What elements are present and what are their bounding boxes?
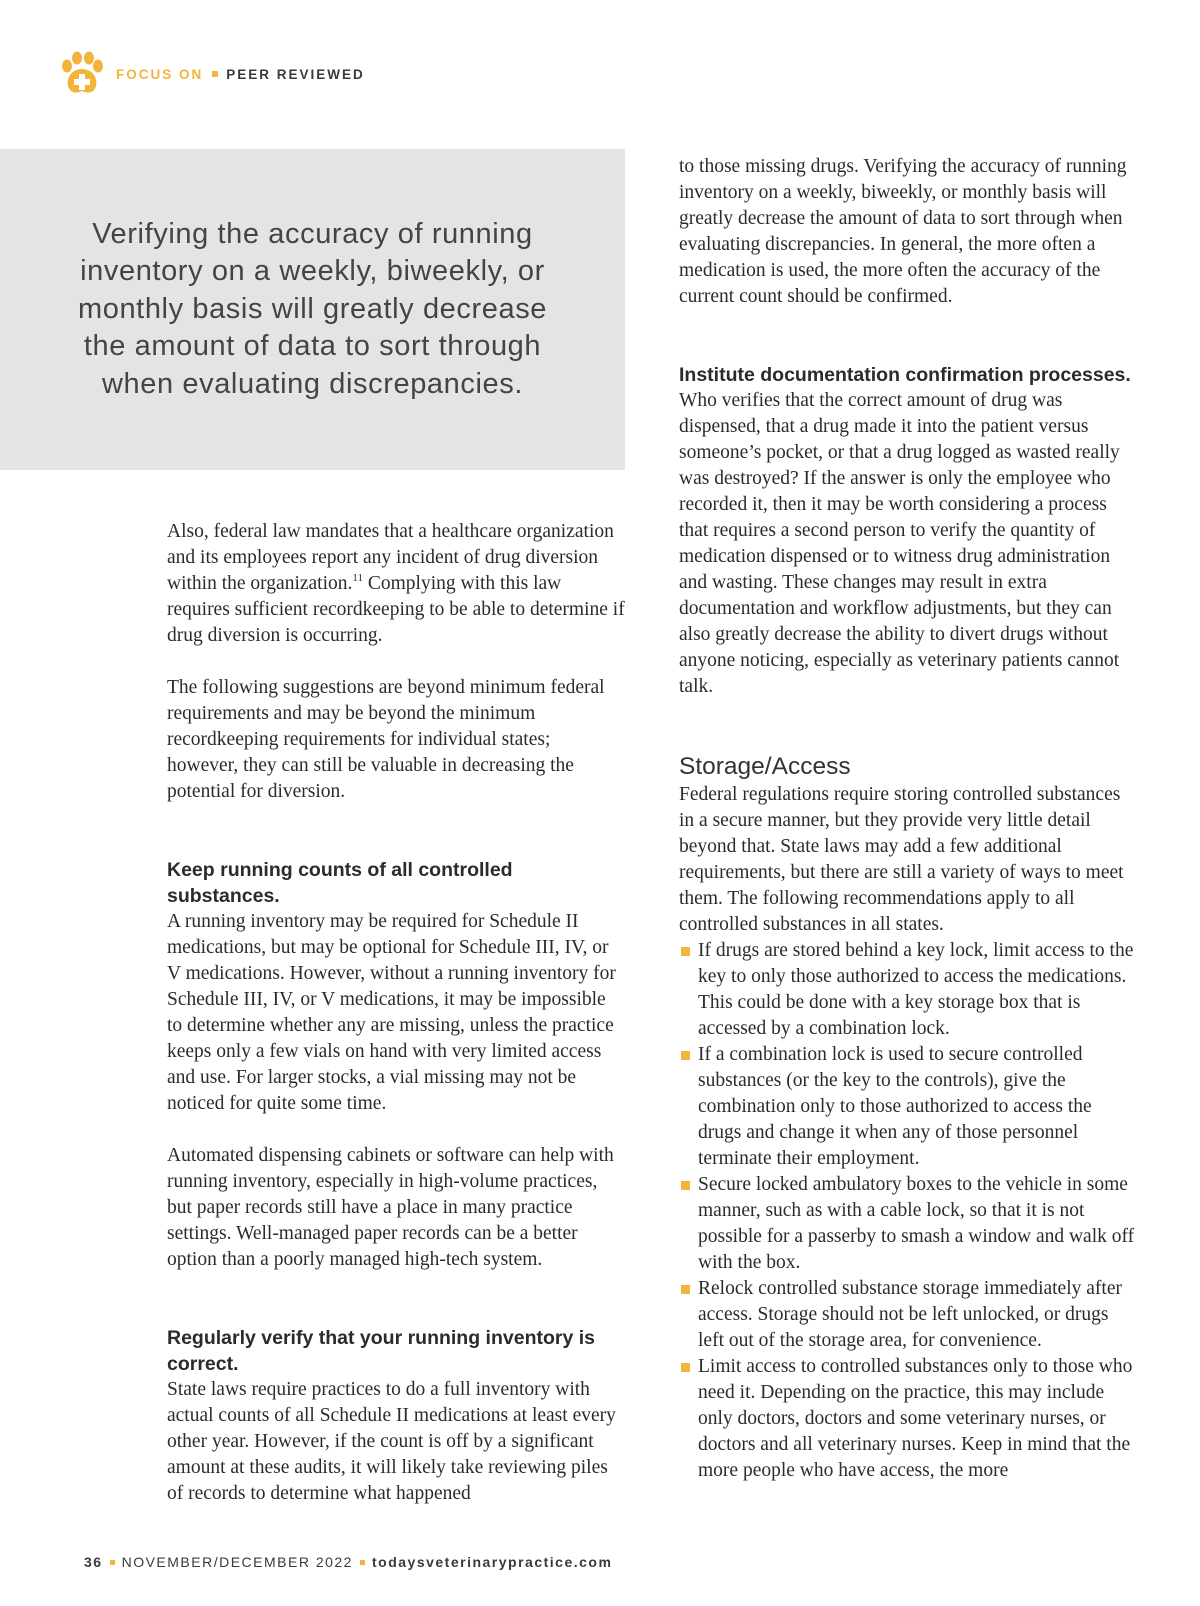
bullet-square-icon	[681, 1181, 690, 1190]
list-item	[679, 1172, 1139, 1276]
reference-number: 11	[352, 572, 363, 584]
body-paragraph: Automated dispensing cabinets or software can help with running inventory, especially in high-volume practices, but paper records still have a place in many practice settings. Well-managed paper records can be a better option than a poorly managed high-tech system.	[167, 1145, 614, 1270]
issue-date: NOVEMBER/DECEMBER 2022	[121, 1554, 353, 1570]
footer-separator	[360, 1560, 365, 1565]
storage-recommendations-list	[679, 938, 1139, 1484]
subheading-documentation: Institute documentation confirmation processes.	[679, 364, 1131, 386]
body-paragraph: A running inventory may be required for Schedule II medications, but may be optional for Schedule III, IV, or V medications. However, without a running inventory for Schedule III, IV, or V medications, it may be impossible to determine whether any are missing, unless the practice keeps only a few vials on hand with very limited access and use. For larger stocks, a vial missing may not be noticed for quite some time.	[167, 911, 616, 1114]
right-column	[679, 154, 1139, 1484]
paragraph-text: Complying with this law requires sufficient recordkeeping to be able to determine if drug diversion is occurring.	[167, 573, 625, 646]
list-item	[679, 1042, 1139, 1172]
body-paragraph: Federal regulations require storing controlled substances in a secure manner, but they provide very little detail beyond that. State laws may add a few additional requirements, but there are still a variety of ways to meet them. The following recommendations apply to all controlled substances in all states.	[679, 784, 1124, 935]
body-paragraph	[167, 519, 625, 649]
list-item	[679, 1276, 1139, 1354]
list-item	[679, 938, 1139, 1042]
bullet-square-icon	[681, 1051, 690, 1060]
kicker-separator	[212, 71, 218, 77]
page-header	[58, 52, 365, 96]
body-paragraph: to those missing drugs. Verifying the accuracy of running inventory on a weekly, biweekly, or monthly basis will greatly decrease the amount of data to sort through when evaluating discrepancies. In general, the more often a medication is used, the more often the accuracy of the current count should be confirmed.	[679, 156, 1127, 307]
section-heading-storage-access: Storage/Access	[679, 753, 851, 780]
subheading-verify-inventory: Regularly verify that your running inventory is correct.	[167, 1327, 596, 1375]
list-item-text: Secure locked ambulatory boxes to the vehicle in some manner, such as with a cable lock, so that it is not possible for a passerby to smash a window and walk off with the box.	[698, 1174, 1135, 1273]
bullet-square-icon	[681, 947, 690, 956]
left-column	[167, 519, 625, 1507]
body-paragraph: Who verifies that the correct amount of drug was dispensed, that a drug made it into the patient versus someone’s pocket, or that a drug logged as wasted really was destroyed? If the answer is only the employee who recorded it, then it may be worth considering a process that requires a second person to verify the quantity of medication dispensed or to witness drug administration and wasting. These changes may result in extra documentation and workflow adjustments, but they can also greatly decrease the ability to divert drugs without anyone noticing, especially as veterinary patients cannot talk.	[679, 390, 1120, 697]
section-kicker	[116, 67, 365, 82]
list-item-text: If a combination lock is used to secure controlled substances (or the key to the controls), give the combination only to those authorized to access the drugs and change it when any of those personnel terminate their employment.	[698, 1044, 1092, 1169]
list-item	[679, 1354, 1139, 1484]
list-item-text: Relock controlled substance storage immediately after access. Storage should not be left unlocked, or drugs left out of the storage area, for convenience.	[698, 1278, 1122, 1351]
website-link[interactable]: todaysveterinarypractice.com	[371, 1554, 613, 1570]
bullet-square-icon	[681, 1285, 690, 1294]
pull-quote: Verifying the accuracy of running inventory on a weekly, biweekly, or monthly basis will greatly decrease the amount of data to sort through when evaluating discrepancies.	[77, 217, 548, 400]
category-label: PEER REVIEWED	[226, 66, 365, 82]
paw-cross-logo-icon	[58, 51, 106, 97]
body-paragraph: The following suggestions are beyond minimum federal requirements and may be beyond the minimum recordkeeping requirements for individual states; however, they can still be valuable in decreasing the potential for diversion.	[167, 677, 605, 802]
body-paragraph: State laws require practices to do a full inventory with actual counts of all Schedule II medications at least every other year. However, if the count is off by a significant amount at these audits, it will likely take reviewing piles of records to determine what happened	[167, 1379, 616, 1504]
page-footer	[84, 1554, 612, 1570]
bullet-square-icon	[681, 1363, 690, 1372]
footer-separator	[110, 1560, 115, 1565]
paragraph-text: Also, federal law mandates that a healthcare organization and its employees report any incident of drug diversion within the organization.	[167, 521, 614, 594]
page-number: 36	[84, 1554, 103, 1570]
subheading-running-counts: Keep running counts of all controlled substances.	[167, 859, 513, 907]
list-item-text: If drugs are stored behind a key lock, limit access to the key to only those authorized to access the medications. This could be done with a key storage box that is accessed by a combination lock.	[698, 940, 1134, 1039]
list-item-text: Limit access to controlled substances only to those who need it. Depending on the practice, this may include only doctors, doctors and some veterinary nurses, or doctors and all veterinary nurses. Keep in mind that the more people who have access, the more	[698, 1356, 1133, 1481]
pull-quote-box	[0, 149, 625, 470]
section-label: FOCUS ON	[116, 66, 204, 82]
